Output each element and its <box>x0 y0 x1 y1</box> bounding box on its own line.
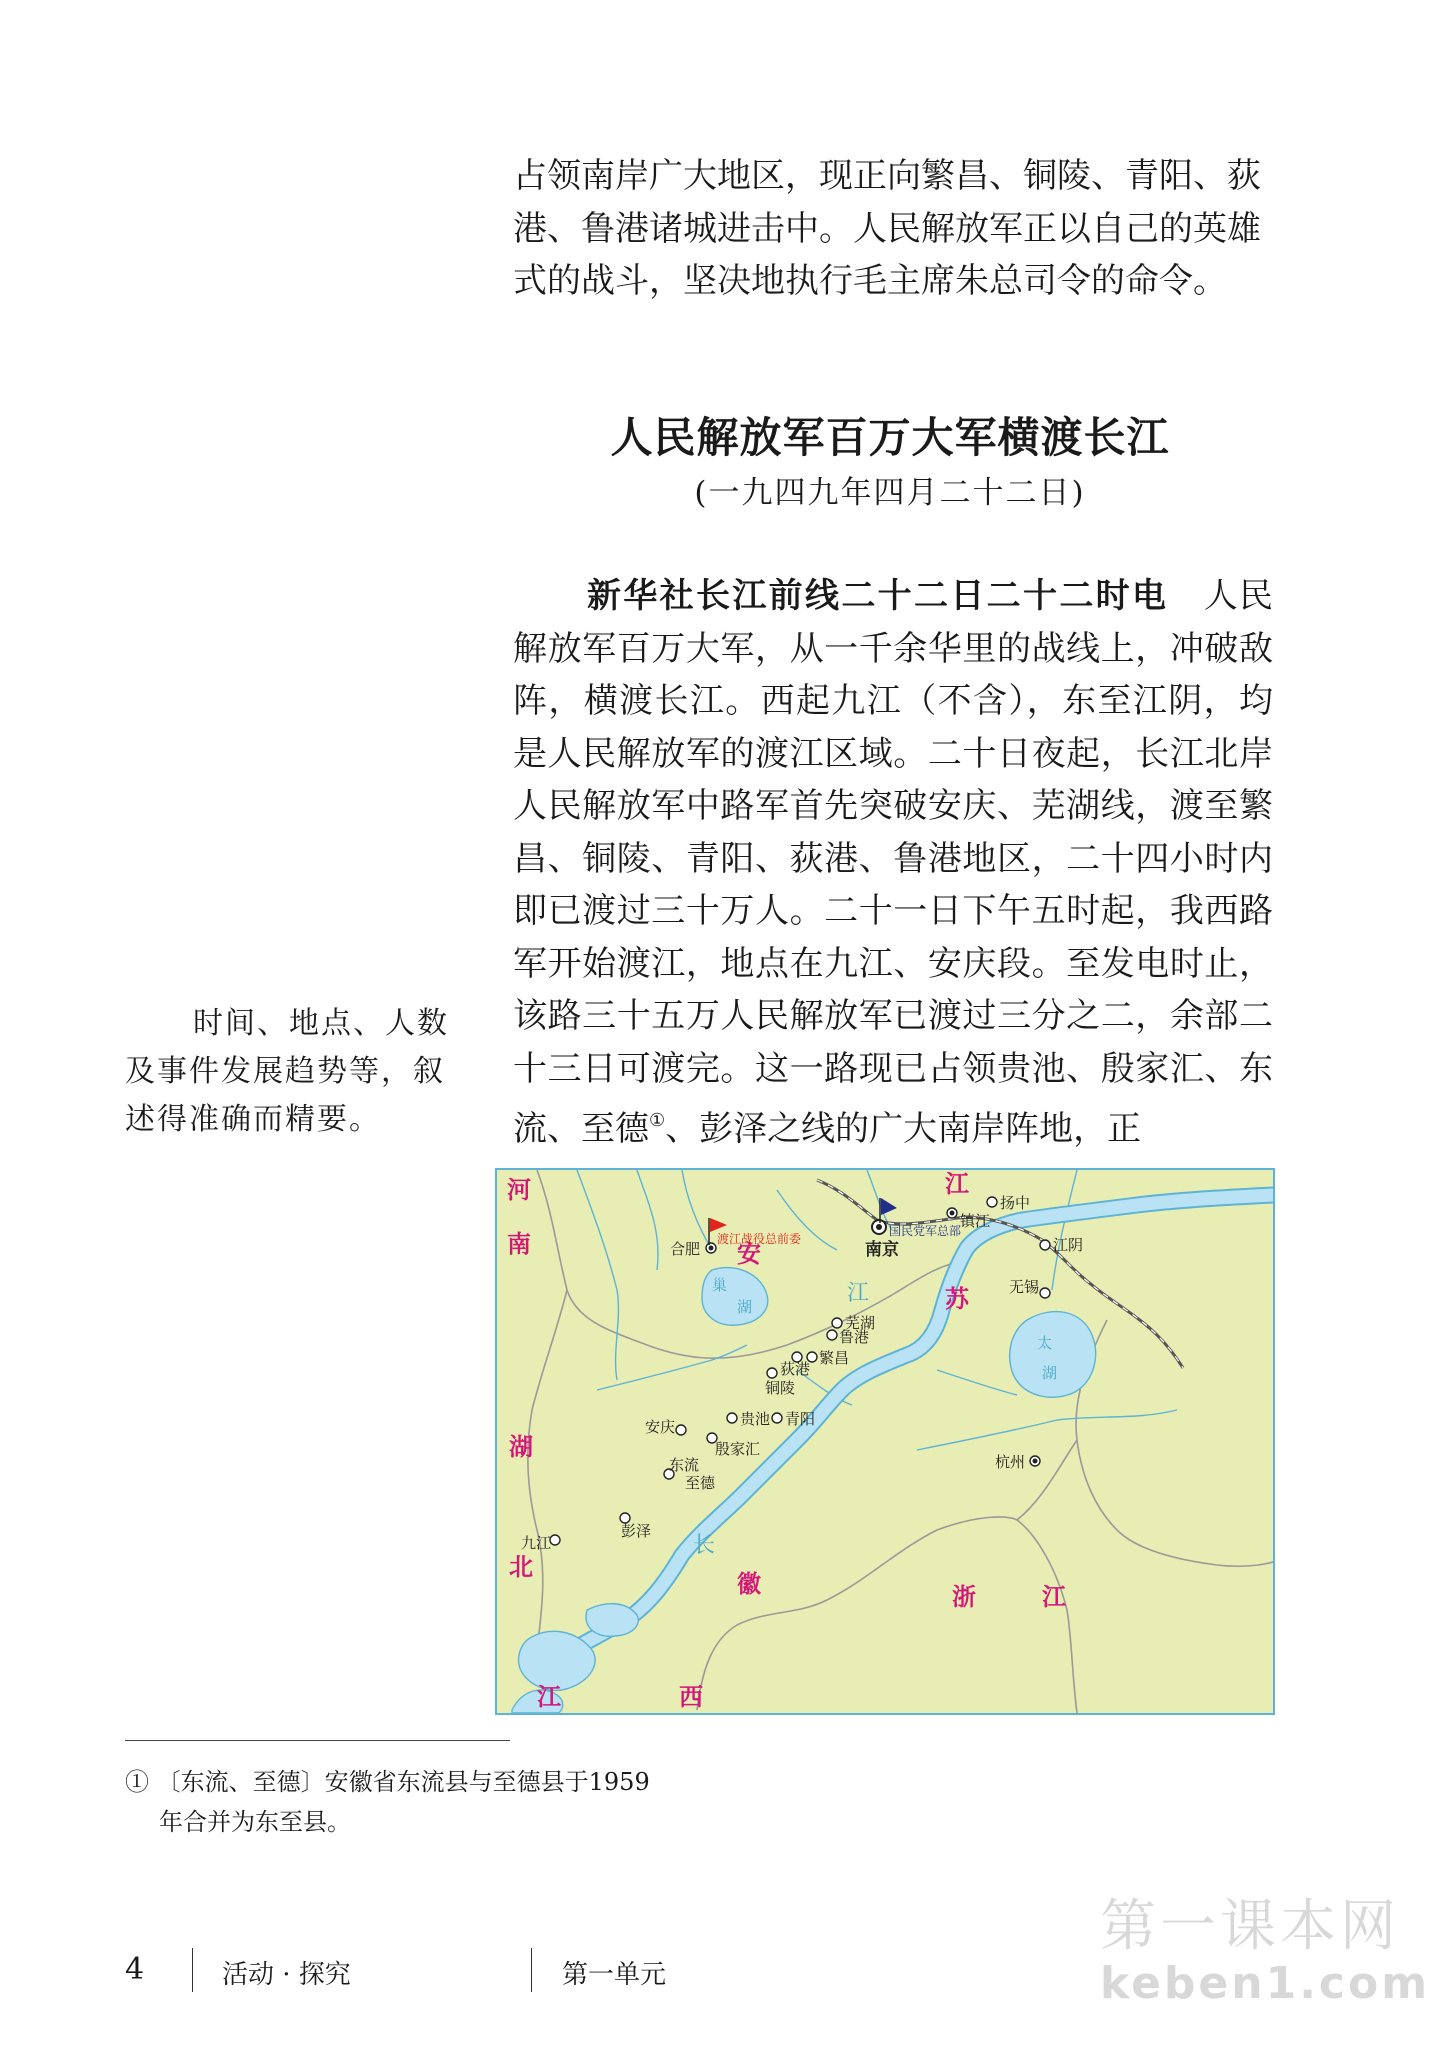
city-dot-zhenjiang-center <box>950 1211 954 1215</box>
river-crossing-map <box>495 1168 1275 1715</box>
city-label-tongling: 铜陵 <box>765 1379 796 1397</box>
taihu-lake <box>1010 1312 1096 1398</box>
province-label-hubei: 北 <box>509 1553 533 1581</box>
province-label-jiangxi: 西 <box>679 1683 703 1711</box>
footer-section: 活动 · 探究 <box>222 1960 351 1990</box>
city-dot-hangzhou-center <box>1033 1459 1037 1463</box>
city-dot-wuxi <box>1040 1288 1050 1298</box>
province-label-jiangsu: 苏 <box>945 1285 969 1313</box>
page-number: 4 <box>125 1952 145 1987</box>
city-label-anqing: 安庆 <box>645 1418 676 1436</box>
article-date: (一九四九年四月二十二日) <box>694 475 1086 511</box>
province-label-zhejiang: 浙 <box>952 1583 976 1611</box>
province-label-henan: 南 <box>507 1230 531 1258</box>
article-heading <box>560 410 1220 516</box>
city-dot-jiujiang <box>550 1535 560 1545</box>
city-label-dongliu: 东流 <box>669 1456 700 1474</box>
province-label-jiangxi: 江 <box>537 1683 561 1711</box>
top-paragraph <box>513 150 1273 308</box>
city-dot-hefei-center <box>709 1246 713 1250</box>
city-label-qingyang: 青阳 <box>785 1410 816 1428</box>
river-label-chang: 长 <box>693 1533 716 1558</box>
lake-label-chaohu: 湖 <box>737 1298 753 1316</box>
city-label-hangzhou: 杭州 <box>995 1453 1026 1471</box>
city-dot-yangzhong <box>987 1197 997 1207</box>
footnote-text-continued: 年合并为东至县。 <box>159 1808 351 1836</box>
footnote-marker[interactable]: ① <box>649 1110 666 1131</box>
city-label-pengze: 彭泽 <box>621 1522 652 1540</box>
text-line: 式的战斗，坚决地执行毛主席朱总司令的命令。 <box>513 261 1227 301</box>
province-label-henan: 河 <box>507 1176 531 1204</box>
footnote-text: 〔东流、至德〕安徽省东流县与至德县于1959 <box>156 1768 650 1796</box>
city-dot-anqing <box>676 1425 686 1435</box>
lake-label-taihu: 太 <box>1037 1334 1053 1352</box>
province-label-anhui: 徽 <box>737 1570 761 1598</box>
city-dot-guichi <box>727 1413 737 1423</box>
city-label-guichi: 贵池 <box>740 1410 771 1428</box>
body-text: 人民解放军百万大军，从一千余华里的战线上，冲破敌阵，横渡长江。西起九江（不含），东至江阴，均是人民解放军的渡江区域。二十日夜起，长江北岸人民解放军中路军首先突破安庆、芜湖线，渡至繁昌、铜陵、青阳、荻港、鲁港地区，二十四小时内即已渡过三十万人。二十一日下午五时起，我西路军开始渡江，地点在九江、安庆段。至发电时止，该路三十五万人民解放军已渡过三分之二，余部二十三日可渡完。这一路现已占领贵池、殷家汇、东流、至德 <box>513 576 1274 1149</box>
city-label-zhide: 至德 <box>685 1474 716 1492</box>
article-title: 人民解放军百万大军横渡长江 <box>610 413 1170 462</box>
city-label-zhenjiang: 镇江 <box>960 1212 991 1230</box>
text-line: 占领南岸广大地区，现正向繁昌、铜陵、青阳、荻 <box>513 156 1261 196</box>
city-label-hefei: 合肥 <box>670 1240 701 1258</box>
main-paragraph <box>513 570 1273 1156</box>
province-label-zhejiang: 江 <box>1042 1583 1066 1611</box>
city-label-fanchang: 繁昌 <box>819 1349 850 1367</box>
city-label-nanjing: 南京 <box>865 1240 899 1260</box>
body-text-continued: 、彭泽之线的广大南岸阵地，正 <box>665 1109 1142 1149</box>
city-label-wuhu: 芜湖 <box>845 1314 876 1332</box>
hq-label: 渡江战役总前委 <box>717 1232 802 1246</box>
lake-label-taihu: 湖 <box>1042 1364 1058 1382</box>
city-label-wuxi: 无锡 <box>1009 1278 1040 1296</box>
city-label-yinjiahui: 殷家汇 <box>715 1440 761 1458</box>
province-label-anhui: 安 <box>737 1240 761 1268</box>
city-label-lugang: 鲁港 <box>839 1328 870 1346</box>
city-dot-wuhu <box>832 1318 842 1328</box>
text-line: 港、鲁港诸城进击中。人民解放军正以自己的英雄 <box>513 208 1261 249</box>
city-dot-tongling <box>767 1368 777 1378</box>
province-label-jiangsu: 江 <box>945 1170 969 1198</box>
footnote-mark: ① <box>125 1768 149 1796</box>
footnote <box>125 1762 745 1842</box>
city-dot-nanjing-center <box>876 1224 882 1230</box>
footer-unit: 第一单元 <box>562 1960 667 1990</box>
map-svg <box>497 1170 1273 1713</box>
footnote-divider <box>125 1740 510 1741</box>
city-label-digang: 荻港 <box>780 1360 811 1378</box>
margin-note: 时间、地点、人数及事件发展趋势等，叙述得准确而精要。 <box>125 1006 449 1137</box>
watermark-url: keben1.com <box>1100 1958 1431 2009</box>
city-label-yangzhong: 扬中 <box>1000 1194 1031 1212</box>
news-dateline: 新华社长江前线二十二日二十二时电 <box>587 576 1169 616</box>
city-dot-qingyang <box>772 1413 782 1423</box>
city-label-jiangyin: 江阴 <box>1053 1236 1084 1254</box>
footer-divider <box>192 1948 193 1992</box>
province-label-hubei: 湖 <box>509 1433 533 1461</box>
river-label-jiang: 江 <box>847 1281 870 1306</box>
lake-label-chaohu: 巢 <box>712 1276 728 1294</box>
city-label-jiujiang: 九江 <box>521 1534 552 1552</box>
kmt-hq-label: 国民党军总部 <box>889 1224 962 1238</box>
city-dot-jiangyin <box>1040 1240 1050 1250</box>
city-dot-lugang <box>827 1330 837 1340</box>
watermark-title: 第一课本网 <box>1100 1894 1400 1959</box>
watermark <box>1100 1894 1431 2009</box>
footer-divider <box>531 1948 532 1992</box>
